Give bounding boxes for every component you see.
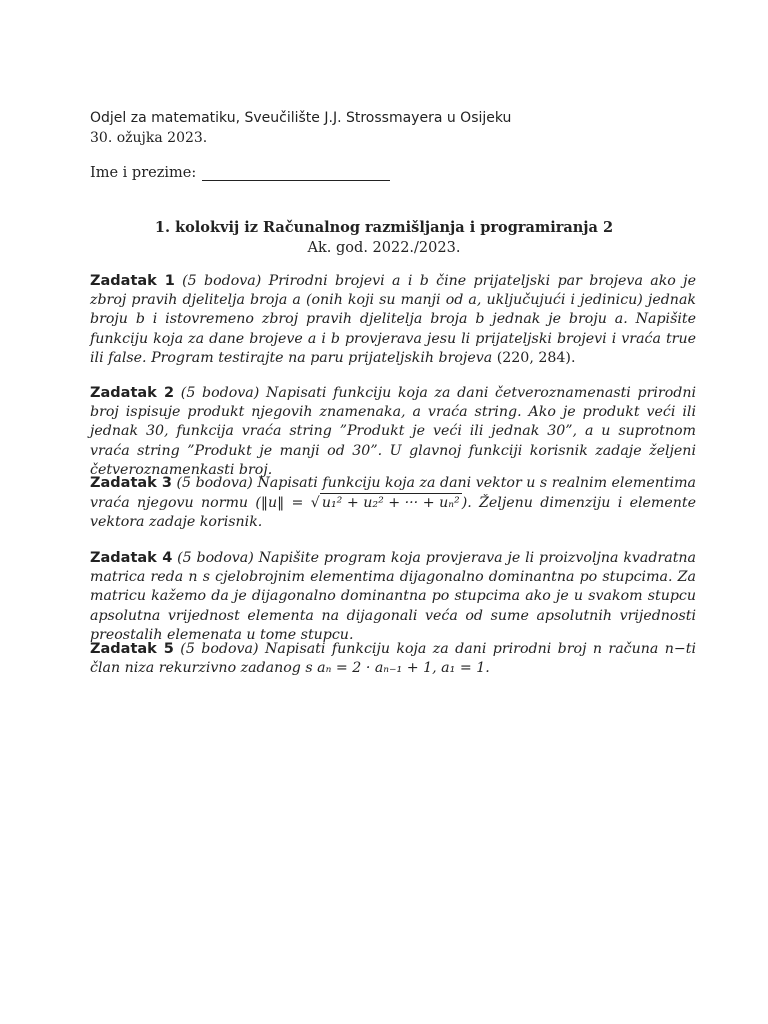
task-label: Zadatak 1 (90, 273, 175, 289)
task-points: (5 bodova) (180, 385, 260, 401)
name-label: Ime i prezime: (90, 165, 197, 181)
task-text: Napisati funkciju koja za dani četveroznamenasti prirodni broj ispisuje produkt njegovih znamenaka, a vraća string. Ako je produkt veći ili jednak 30, funkcija vraća string ”Produkt je veći ili jednak 30”, a u suprotnom vraća string ”Produkt je manji od 30”. U glavnoj funkciji korisnik zadaje željeni četveroznamenkasti broj. (90, 385, 696, 478)
task-2 (90, 384, 696, 480)
task-5 (90, 640, 696, 678)
task-text-after: ). Željenu dimenziju i elemente vektora zadaje korisnik. (90, 495, 696, 531)
task-label: Zadatak 5 (90, 641, 174, 657)
task-text: Napisati funkciju koja za dani prirodni broj n računa n−ti član niza rekurzivno zadanog s (90, 641, 697, 677)
date-line: 30. ožujka 2023. (90, 130, 208, 146)
name-blank-line (202, 168, 390, 181)
task-label: Zadatak 3 (90, 475, 172, 491)
task-label: Zadatak 4 (90, 550, 173, 566)
task-points: (5 bodova) (176, 475, 253, 491)
task-label: Zadatak 2 (90, 385, 175, 401)
task-points: (5 bodova) (180, 641, 259, 657)
task-4 (90, 549, 696, 645)
exam-title-block (0, 218, 768, 258)
academic-year: Ak. god. 2022./2023. (307, 240, 461, 256)
task-points: (5 bodova) (177, 550, 254, 566)
sqrt-sign: √ (310, 495, 320, 512)
task-points: (5 bodova) (182, 273, 262, 289)
recurrence-formula: aₙ = 2 · aₙ₋₁ + 1, a₁ = 1. (317, 660, 490, 677)
document-header (90, 108, 511, 148)
task-text-before: Napisati funkciju koja za dani vektor u s realnim elementima vraća njegovu normu (‖u‖ = (90, 475, 697, 512)
department-line: Odjel za matematiku, Sveučilište J.J. Strossmayera u Osijeku (90, 110, 512, 126)
task-text: Prirodni brojevi a i b čine prijateljski par brojeva ako je zbroj pravih djelitelja broja a (onih koji su manji od a, uključujući i jedinicu) jednak broju b i istovremeno zbroj pravih djelitelja broja b jednak je broju a. Napišite funkciju koja za dane brojeve a i b provjerava jesu li prijateljski brojevi i vraća true ili false. Program testirajte na paru prijateljskih brojeva (90, 273, 696, 366)
task-text: Napišite program koja provjerava je li proizvoljna kvadratna matrica reda n s cjelobrojnim elementima dijagonalno dominantna po stupcima. Za matricu kažemo da je dijagonalno dominantna po stupcima ako je u svakom stupcu apsolutna vrijednost elementa na dijagonali veća od sume apsolutnih vrijednosti preostalih elemenata u tome stupcu. (90, 550, 697, 643)
norm-formula: u₁² + u₂² + ··· + uₙ² (320, 493, 462, 513)
task-1 (90, 272, 696, 368)
task-3 (90, 474, 696, 533)
exam-title: 1. kolokvij iz Računalnog razmišljanja i programiranja 2 (154, 219, 614, 236)
task-tail: (220, 284). (496, 349, 576, 366)
name-field (90, 165, 390, 181)
